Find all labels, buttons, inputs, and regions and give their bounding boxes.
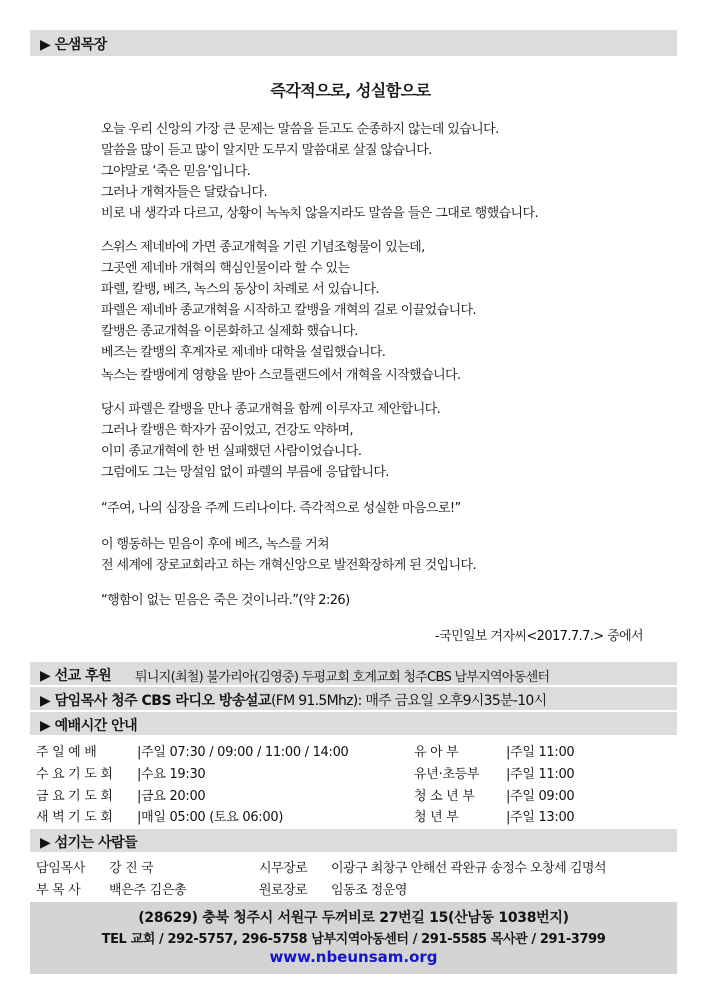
staff-bar [30, 829, 677, 852]
article-line: 베즈는 칼뱅의 후계자로 제네바 대학을 설립했습니다. [101, 345, 386, 360]
article-title: 즉각적으로, 성실함으로 [270, 81, 431, 100]
article-line: 그러나 개혁자들은 달랐습니다. [101, 185, 268, 200]
staff-right-row: 원로장로 임동조 정운영 [259, 883, 407, 898]
article-line: 전 세계에 장로교회라고 하는 개혁신앙으로 발전확장하게 된 것입니다. [101, 558, 477, 573]
article-line: 녹스는 칼뱅에게 영향을 받아 스코틀랜드에서 개혁을 시작했습니다. [101, 368, 461, 383]
article-line: 말씀을 많이 듣고 많이 알지만 도무지 말씀대로 살질 않습니다. [101, 143, 432, 158]
staff-right-row: 시무장로 이광구 최창구 안해선 곽완규 송정수 오창세 김명석 [259, 861, 607, 876]
footer [30, 902, 677, 974]
section-header: ▶ 은샘목장 [40, 37, 107, 53]
article-source: -국민일보 겨자씨<2017.7.7.> 중에서 [435, 629, 643, 644]
article-line: 당시 파렐은 칼뱅을 만나 종교개혁을 함께 이루자고 제안합니다. [101, 402, 441, 417]
broadcast-bar [30, 687, 677, 710]
worship-label: ▶ 예배시간 안내 [40, 718, 138, 734]
article-line: 칼뱅은 종교개혁을 이론화하고 실제화 했습니다. [101, 324, 358, 339]
footer-address: (28629) 충북 청주시 서원구 두꺼비로 27번길 15(산남동 1038번지) [138, 910, 569, 926]
worship-left-row: 주 일 예 배 |주일 07:30 / 09:00 / 11:00 / 14:00 [36, 745, 349, 760]
article-line: 비로 내 생각과 다르고, 상황이 녹녹치 않을지라도 말씀을 들은 그대로 행했습니다. [101, 206, 539, 221]
broadcast-text: (FM 91.5Mhz): 매주 금요일 오후9시35분-10시 [270, 693, 547, 709]
section-header-bar [30, 30, 677, 56]
worship-left-row: 새 벽 기 도 회 |매일 05:00 (토요 06:00) [36, 810, 284, 825]
footer-tel: TEL 교회 / 292-5757, 296-5758 남부지역아동센터 / 291-5585 목사관 / 291-3799 [101, 932, 606, 947]
worship-bar [30, 712, 677, 735]
worship-right-row: 청 소 년 부 |주일 09:00 [414, 789, 575, 804]
article-line: 스위스 제네바에 가면 종교개혁을 기린 기념조형물이 있는데, [101, 240, 425, 255]
article-line: 그럼에도 그는 망설임 없이 파렐의 부름에 응답합니다. [101, 465, 389, 480]
worship-left-row: 금 요 기 도 회 |금요 20:00 [36, 789, 206, 804]
staff-left-row: 부 목 사 백은주 김은총 [36, 883, 187, 898]
broadcast-label: ▶ 담임목사 청주 CBS 라디오 방송설교(FM 91.5Mhz): 매주 금요일 오후9시35분-10시 [40, 693, 547, 709]
staff-left-row: 담임목사 강 진 국 [36, 861, 154, 876]
worship-right-row: 유 아 부 |주일 11:00 [414, 745, 575, 760]
article-line: 이미 종교개혁에 한 번 실패했던 사람이었습니다. [101, 444, 362, 459]
worship-left-row: 수 요 기 도 회 |수요 19:30 [36, 767, 206, 782]
article-line: 파렐은 제네바 종교개혁을 시작하고 칼뱅을 개혁의 길로 이끌었습니다. [101, 303, 477, 318]
worship-right-row: 청 년 부 |주일 13:00 [414, 810, 575, 825]
article-line: 그러나 칼뱅은 학자가 꿈이었고, 건강도 약하며, [101, 423, 353, 438]
article-line: 그야말로 ‘죽은 믿음’입니다. [101, 164, 251, 179]
support-bar [30, 662, 677, 685]
article-line: 이 행동하는 믿음이 후에 베즈, 녹스를 거쳐 [101, 537, 330, 552]
article-quote: “주여, 나의 심장을 주께 드리나이다. 즉각적으로 성실한 마음으로!” [101, 501, 461, 516]
worship-right-row: 유년·초등부 |주일 11:00 [414, 767, 575, 782]
support-label: ▶ 선교 후원 [40, 668, 112, 684]
staff-label: ▶ 섬기는 사람들 [40, 835, 138, 851]
article-line: 오늘 우리 신앙의 가장 큰 문제는 말씀을 듣고도 순종하지 않는데 있습니다. [101, 122, 499, 137]
article-verse: “행함이 없는 믿음은 죽은 것이니라.”(약 2:26) [101, 593, 350, 608]
support-text: 튀니지(최철) 불가리아(김영중) 두평교회 호계교회 청주CBS 남부지역아동센터 [135, 670, 550, 685]
article-line: 그곳엔 제네바 개혁의 핵심인물이라 할 수 있는 [101, 261, 350, 276]
footer-url[interactable]: www.nbeunsam.org [269, 948, 438, 966]
article-line: 파렐, 칼뱅, 베즈, 녹스의 동상이 차례로 서 있습니다. [101, 282, 380, 297]
